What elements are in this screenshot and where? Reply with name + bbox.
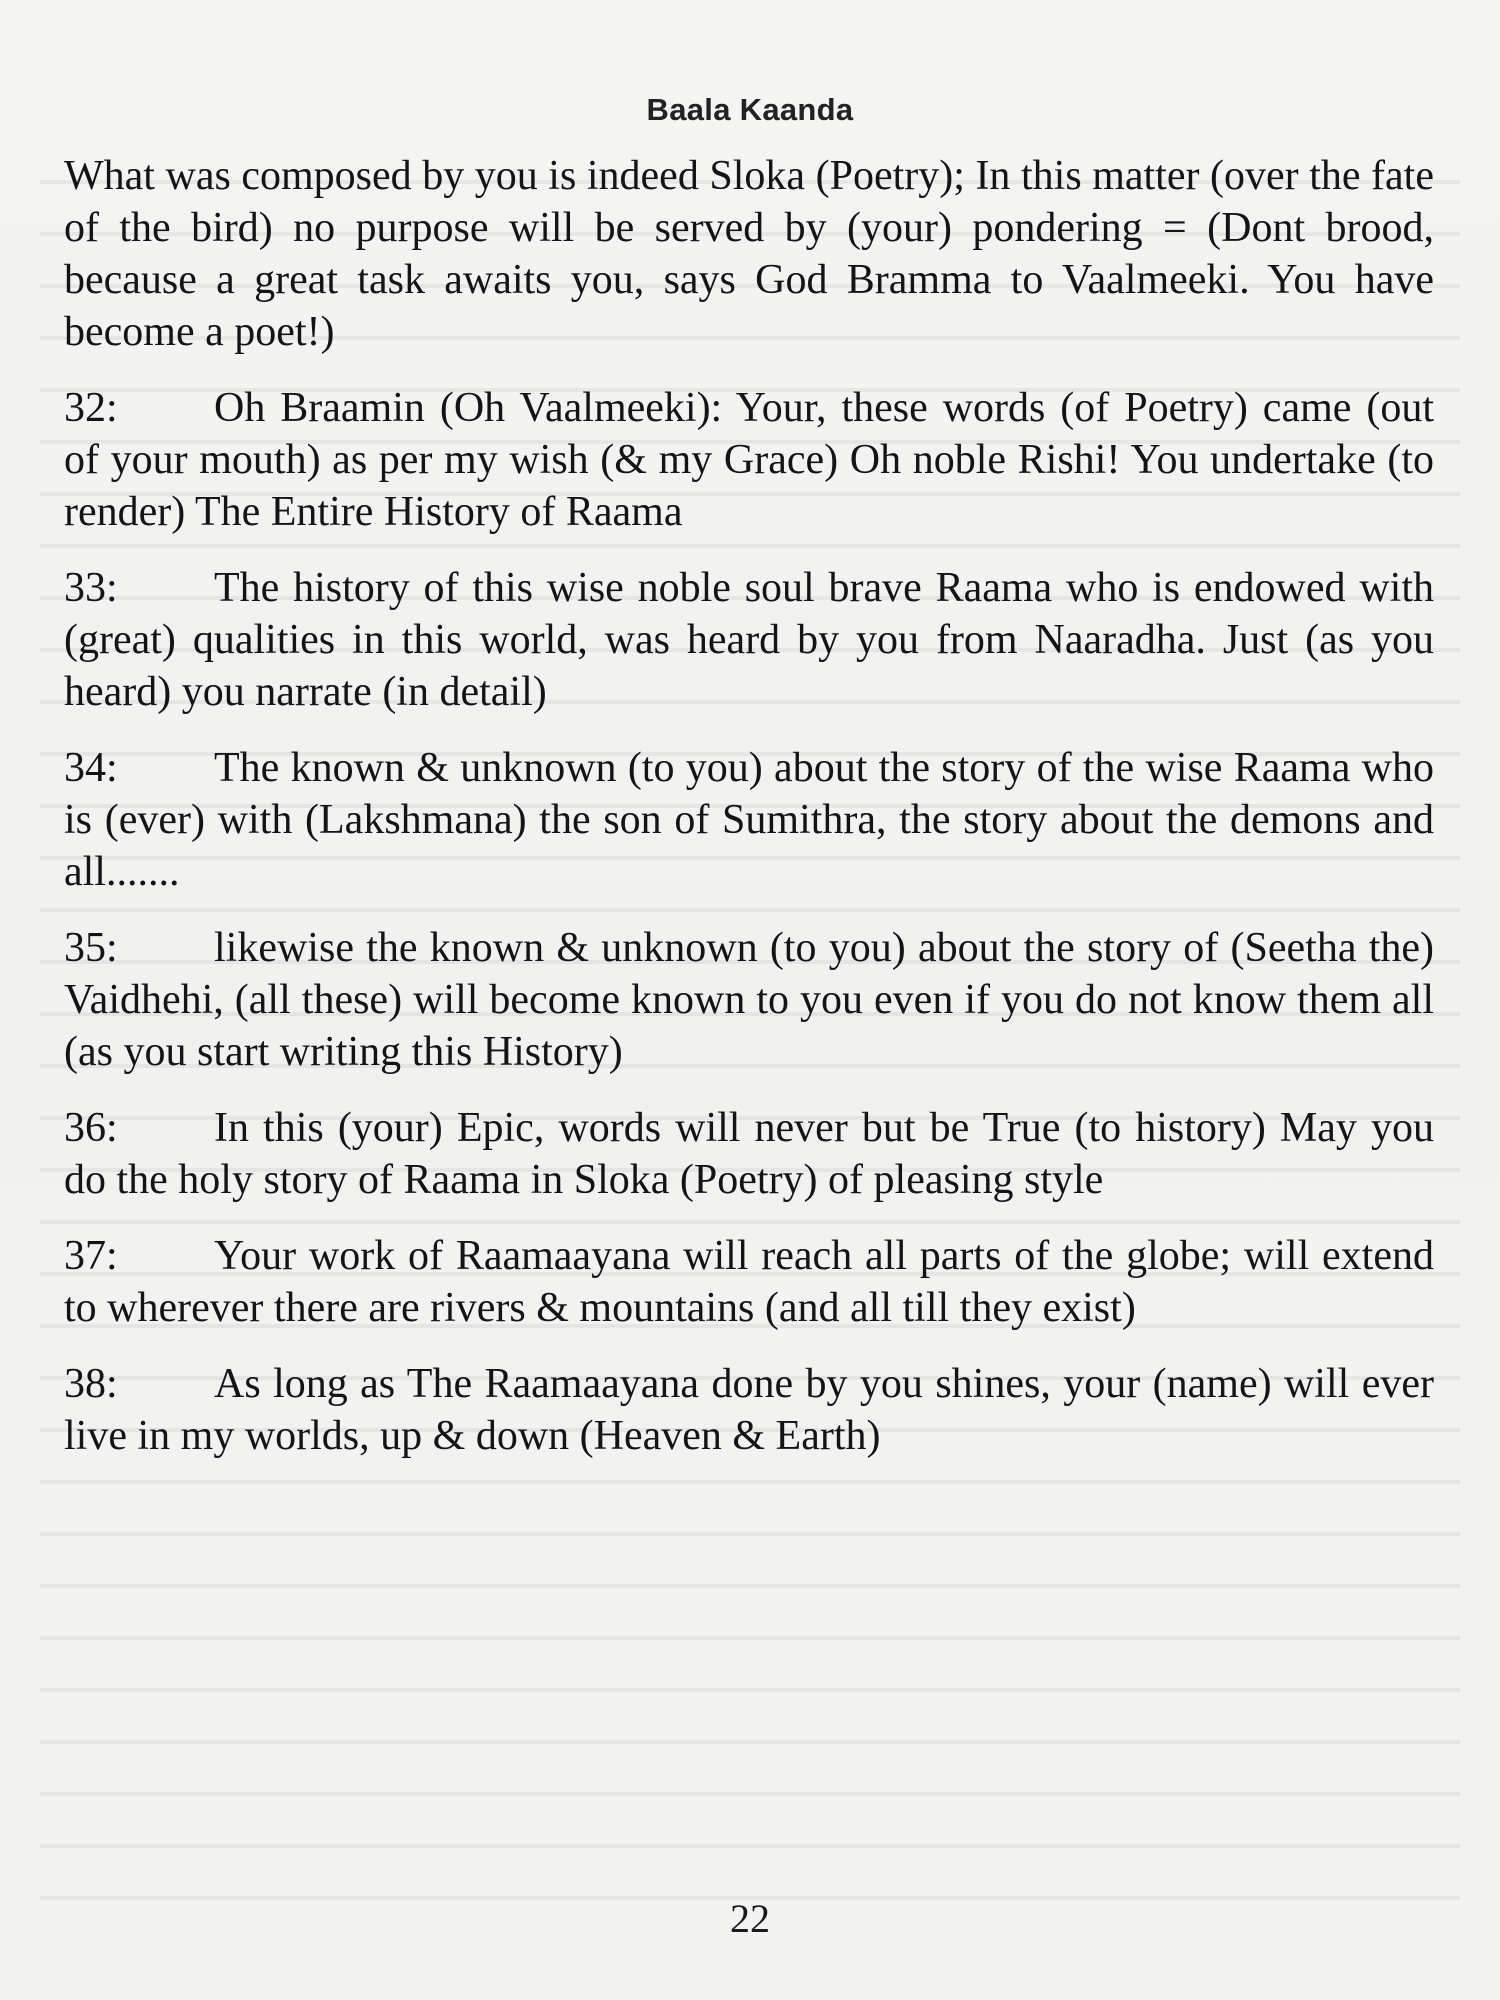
- verse-number: 37:: [64, 1233, 118, 1279]
- verse-text: likewise the known & unknown (to you) about the story of (Seetha the) Vaidhehi, (all these) will become known to you even if you do not know them all (as you start writing this History): [64, 925, 1434, 1075]
- verse-number: 34:: [64, 745, 118, 791]
- verse-text: The known & unknown (to you) about the story of the wise Raama who is (ever) with (Lakshmana) the son of Sumithra, the story about the demons and all.......: [64, 745, 1434, 895]
- verse-37: [64, 1230, 1434, 1334]
- verse-text: In this (your) Epic, words will never but be True (to history) May you do the holy story of Raama in Sloka (Poetry) of pleasing style: [64, 1105, 1434, 1203]
- verse-text: Oh Braamin (Oh Vaalmeeki): Your, these words (of Poetry) came (out of your mouth) as per my wish (& my Grace) Oh noble Rishi! You undertake (to render) The Entire History of Raama: [64, 385, 1434, 535]
- verse-34: [64, 742, 1434, 898]
- verse-33: [64, 562, 1434, 718]
- running-header: Baala Kaanda: [646, 92, 854, 127]
- verse-text: As long as The Raamaayana done by you shines, your (name) will ever live in my worlds, up & down (Heaven & Earth): [64, 1361, 1434, 1459]
- paragraph-text: What was composed by you is indeed Sloka (Poetry); In this matter (over the fate of the bird) no purpose will be served by (your) pondering = (Dont brood, because a great task awaits you, says God Bramma to Vaalmeeki. You have become a poet!): [64, 153, 1434, 355]
- verse-number: 36:: [64, 1105, 118, 1151]
- verse-36: [64, 1102, 1434, 1206]
- verse-35: [64, 922, 1434, 1078]
- verse-text: The history of this wise noble soul brave Raama who is endowed with (great) qualities in this world, was heard by you from Naaradha. Just (as you heard) you narrate (in detail): [64, 565, 1434, 715]
- paragraph-intro: [64, 150, 1434, 358]
- verse-number: 38:: [64, 1361, 118, 1407]
- verse-38: [64, 1358, 1434, 1462]
- verse-number: 32:: [64, 385, 118, 431]
- verse-number: 33:: [64, 565, 118, 611]
- verse-32: [64, 382, 1434, 538]
- page-number: 22: [730, 1896, 770, 1941]
- body-text: [64, 150, 1434, 1486]
- verse-number: 35:: [64, 925, 118, 971]
- verse-text: Your work of Raamaayana will reach all parts of the globe; will extend to wherever there are rivers & mountains (and all till they exist): [64, 1233, 1434, 1331]
